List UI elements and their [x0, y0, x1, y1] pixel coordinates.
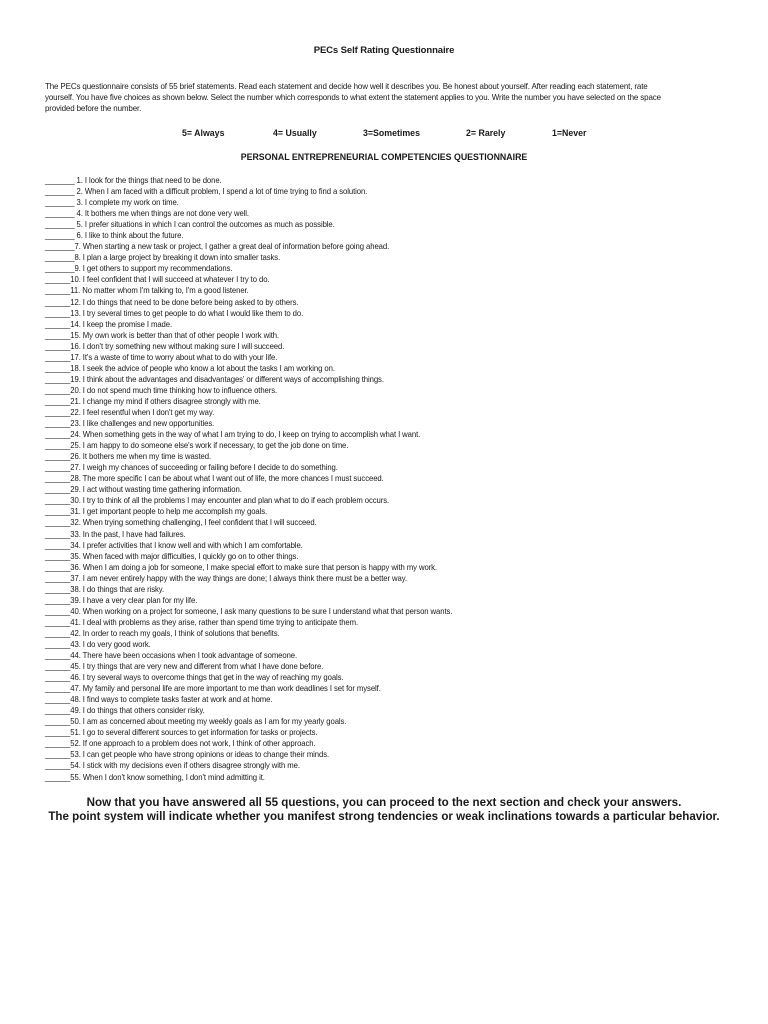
statement-item: _______ 2. When I am faced with a difficult problem, I spend a lot of time trying to find a solution.: [45, 186, 368, 197]
closing-line: The point system will indicate whether you manifest strong tendencies or weak inclinations towards a particular behavior.: [48, 810, 720, 823]
statement-item: ______41. I deal with problems as they arise, rather than spend time trying to anticipate them.: [45, 616, 359, 627]
statement-item: ______31. I get important people to help me accomplish my goals.: [45, 506, 268, 517]
statement-item: ______35. When faced with major difficulties, I quickly go on to other things.: [45, 550, 299, 561]
statement-item: ______26. It bothers me when my time is wasted.: [45, 451, 212, 462]
statement-list: [45, 175, 745, 783]
statement-item: _______ 6. I like to think about the future.: [45, 230, 184, 241]
statement-item: ______24. When something gets in the way of what I am trying to do, I keep on trying to accomplish what I want.: [45, 429, 421, 440]
statement-item: _______9. I get others to support my recommendations.: [45, 263, 233, 274]
statement-item: ______32. When trying something challenging, I feel confident that I will succeed.: [45, 517, 317, 528]
statement-item: ______38. I do things that are risky.: [45, 583, 165, 594]
statement-item: ______54. I stick with my decisions even if others disagree strongly with me.: [45, 760, 300, 771]
statement-item: ______37. I am never entirely happy with the way things are done; I always think there must be a better way.: [45, 572, 408, 583]
statement-item: ______22. I feel resentful when I don't get my way.: [45, 406, 215, 417]
statement-item: _______ 3. I complete my work on time.: [45, 197, 179, 208]
statement-item: ______52. If one approach to a problem does not work, I think of other approach.: [45, 738, 316, 749]
statement-item: ______36. When I am doing a job for someone, I make special effort to make sure that person is happy with my work.: [45, 561, 438, 572]
closing-line: Now that you have answered all 55 questions, you can proceed to the next section and check your answers.: [86, 796, 682, 809]
statement-item: ______23. I like challenges and new opportunities.: [45, 418, 215, 429]
statement-item: ______48. I find ways to complete tasks faster at work and at home.: [45, 694, 273, 705]
instructions-paragraph: The PECs questionnaire consists of 55 brief statements. Read each statement and decide how well it describes you. Be honest about yourself. After reading each statement, rate yourself. You have five choices as shown below. Select the number which corresponds to what extent the statement applies to you. Write the number you have selected on the space provided before the number.: [45, 81, 661, 113]
statement-item: ______27. I weigh my chances of succeeding or failing before I decide to do something.: [45, 462, 338, 473]
statement-item: ______42. In order to reach my goals, I think of solutions that benefits.: [45, 627, 280, 638]
statement-item: ______14. I keep the promise I made.: [45, 318, 173, 329]
statement-item: ______30. I try to think of all the problems I may encounter and plan what to do if each problem occurs.: [45, 495, 390, 506]
section-heading: PERSONAL ENTREPRENEURIAL COMPETENCIES QUESTIONNAIRE: [240, 152, 528, 162]
document-title: PECs Self Rating Questionnaire: [313, 45, 455, 56]
statement-item: ______16. I don't try something new without making sure I will succeed.: [45, 340, 285, 351]
statement-item: ______19. I think about the advantages and disadvantages' or different ways of accomplishing things.: [45, 373, 384, 384]
statement-item: ______25. I am happy to do someone else's work if necessary, to get the job done on time.: [45, 440, 349, 451]
statement-item: ______50. I am as concerned about meeting my weekly goals as I am for my yearly goals.: [45, 716, 347, 727]
statement-item: ______28. The more specific I can be about what I want out of life, the more chances I must succeed.: [45, 473, 384, 484]
statement-item: ______44. There have been occasions when I took advantage of someone.: [45, 650, 298, 661]
statement-item: ______33. In the past, I have had failures.: [45, 528, 186, 539]
statement-item: ______47. My family and personal life are more important to me than work deadlines I set for myself.: [45, 683, 381, 694]
scale-sometimes: 3=Sometimes: [363, 128, 420, 138]
scale-always: 5= Always: [182, 128, 225, 138]
statement-item: ______40. When working on a project for someone, I ask many questions to be sure I understand what that person wants.: [45, 605, 453, 616]
statement-item: ______12. I do things that need to be done before being asked to by others.: [45, 296, 299, 307]
statement-item: ______17. It's a waste of time to worry about what to do with your life.: [45, 351, 278, 362]
statement-item: ______18. I seek the advice of people who know a lot about the tasks I am working on.: [45, 362, 335, 373]
scale-usually: 4= Usually: [273, 128, 317, 138]
statement-item: _______ 4. It bothers me when things are not done very well.: [45, 208, 249, 219]
statement-item: ______46. I try several ways to overcome things that get in the way of reaching my goals.: [45, 672, 344, 683]
scale-never: 1=Never: [552, 128, 587, 138]
statement-item: ______51. I go to several different sources to get information for tasks or projects.: [45, 727, 318, 738]
statement-item: ______53. I can get people who have strong opinions or ideas to change their minds.: [45, 749, 330, 760]
statement-item: ______45. I try things that are very new and different from what I have done before.: [45, 661, 324, 672]
statement-item: ______15. My own work is better than that of other people I work with.: [45, 329, 280, 340]
closing-note: [0, 796, 768, 824]
statement-item: ______10. I feel confident that I will succeed at whatever I try to do.: [45, 274, 270, 285]
statement-item: _______ 5. I prefer situations in which I can control the outcomes as much as possible.: [45, 219, 335, 230]
statement-item: ______55. When I don't know something, I don't mind admitting it.: [45, 771, 265, 782]
statement-item: _______8. I plan a large project by breaking it down into smaller tasks.: [45, 252, 281, 263]
statement-item: ______21. I change my mind if others disagree strongly with me.: [45, 395, 261, 406]
statement-item: ______34. I prefer activities that I know well and with which I am comfortable.: [45, 539, 303, 550]
statement-item: ______20. I do not spend much time thinking how to influence others.: [45, 384, 278, 395]
statement-item: ______43. I do very good work.: [45, 638, 151, 649]
statement-item: ______49. I do things that others consider risky.: [45, 705, 205, 716]
statement-item: ______29. I act without wasting time gathering information.: [45, 484, 242, 495]
scale-rarely: 2= Rarely: [466, 128, 506, 138]
statement-item: _______ 1. I look for the things that need to be done.: [45, 175, 222, 185]
rating-scale: [0, 128, 768, 140]
statement-item: ______13. I try several times to get people to do what I would like them to do.: [45, 307, 304, 318]
statement-item: ______11. No matter whom I'm talking to, I'm a good listener.: [45, 285, 249, 296]
statement-item: _______7. When starting a new task or project, I gather a great deal of information before going ahead.: [45, 241, 390, 252]
statement-item: ______39. I have a very clear plan for my life.: [45, 594, 198, 605]
